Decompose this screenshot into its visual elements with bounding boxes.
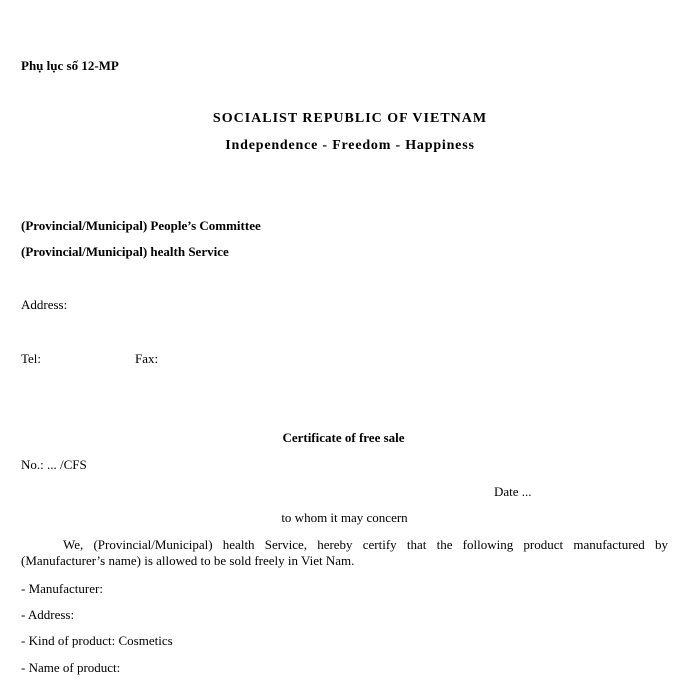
field-kind-of-product: - Kind of product: Cosmetics [21, 633, 173, 648]
certificate-date: Date ... [494, 484, 532, 499]
fax-label: Fax: [135, 351, 159, 366]
field-name-of-product: - Name of product: [21, 660, 121, 675]
address-label: Address: [21, 297, 68, 312]
annex-label: Phụ lục số 12-MP [21, 58, 119, 73]
motto-heading: Independence - Freedom - Happiness [225, 138, 475, 153]
tel-label: Tel: [21, 351, 42, 366]
certificate-body: We, (Provincial/Municipal) health Service, hereby certify that the following product manufactured by (Manufacturer’s name) is allowed to be sold freely in Viet Nam. [21, 537, 668, 568]
certificate-title: Certificate of free sale [282, 430, 405, 445]
certificate-number: No.: ... /CFS [21, 457, 87, 472]
field-address: - Address: [21, 607, 75, 622]
field-manufacturer: - Manufacturer: [21, 581, 103, 596]
issuer-committee: (Provincial/Municipal) People’s Committee [21, 218, 261, 233]
issuer-service: (Provincial/Municipal) health Service [21, 244, 229, 259]
salutation: to whom it may concern [281, 510, 408, 525]
country-heading: SOCIALIST REPUBLIC OF VIETNAM [212, 111, 488, 126]
